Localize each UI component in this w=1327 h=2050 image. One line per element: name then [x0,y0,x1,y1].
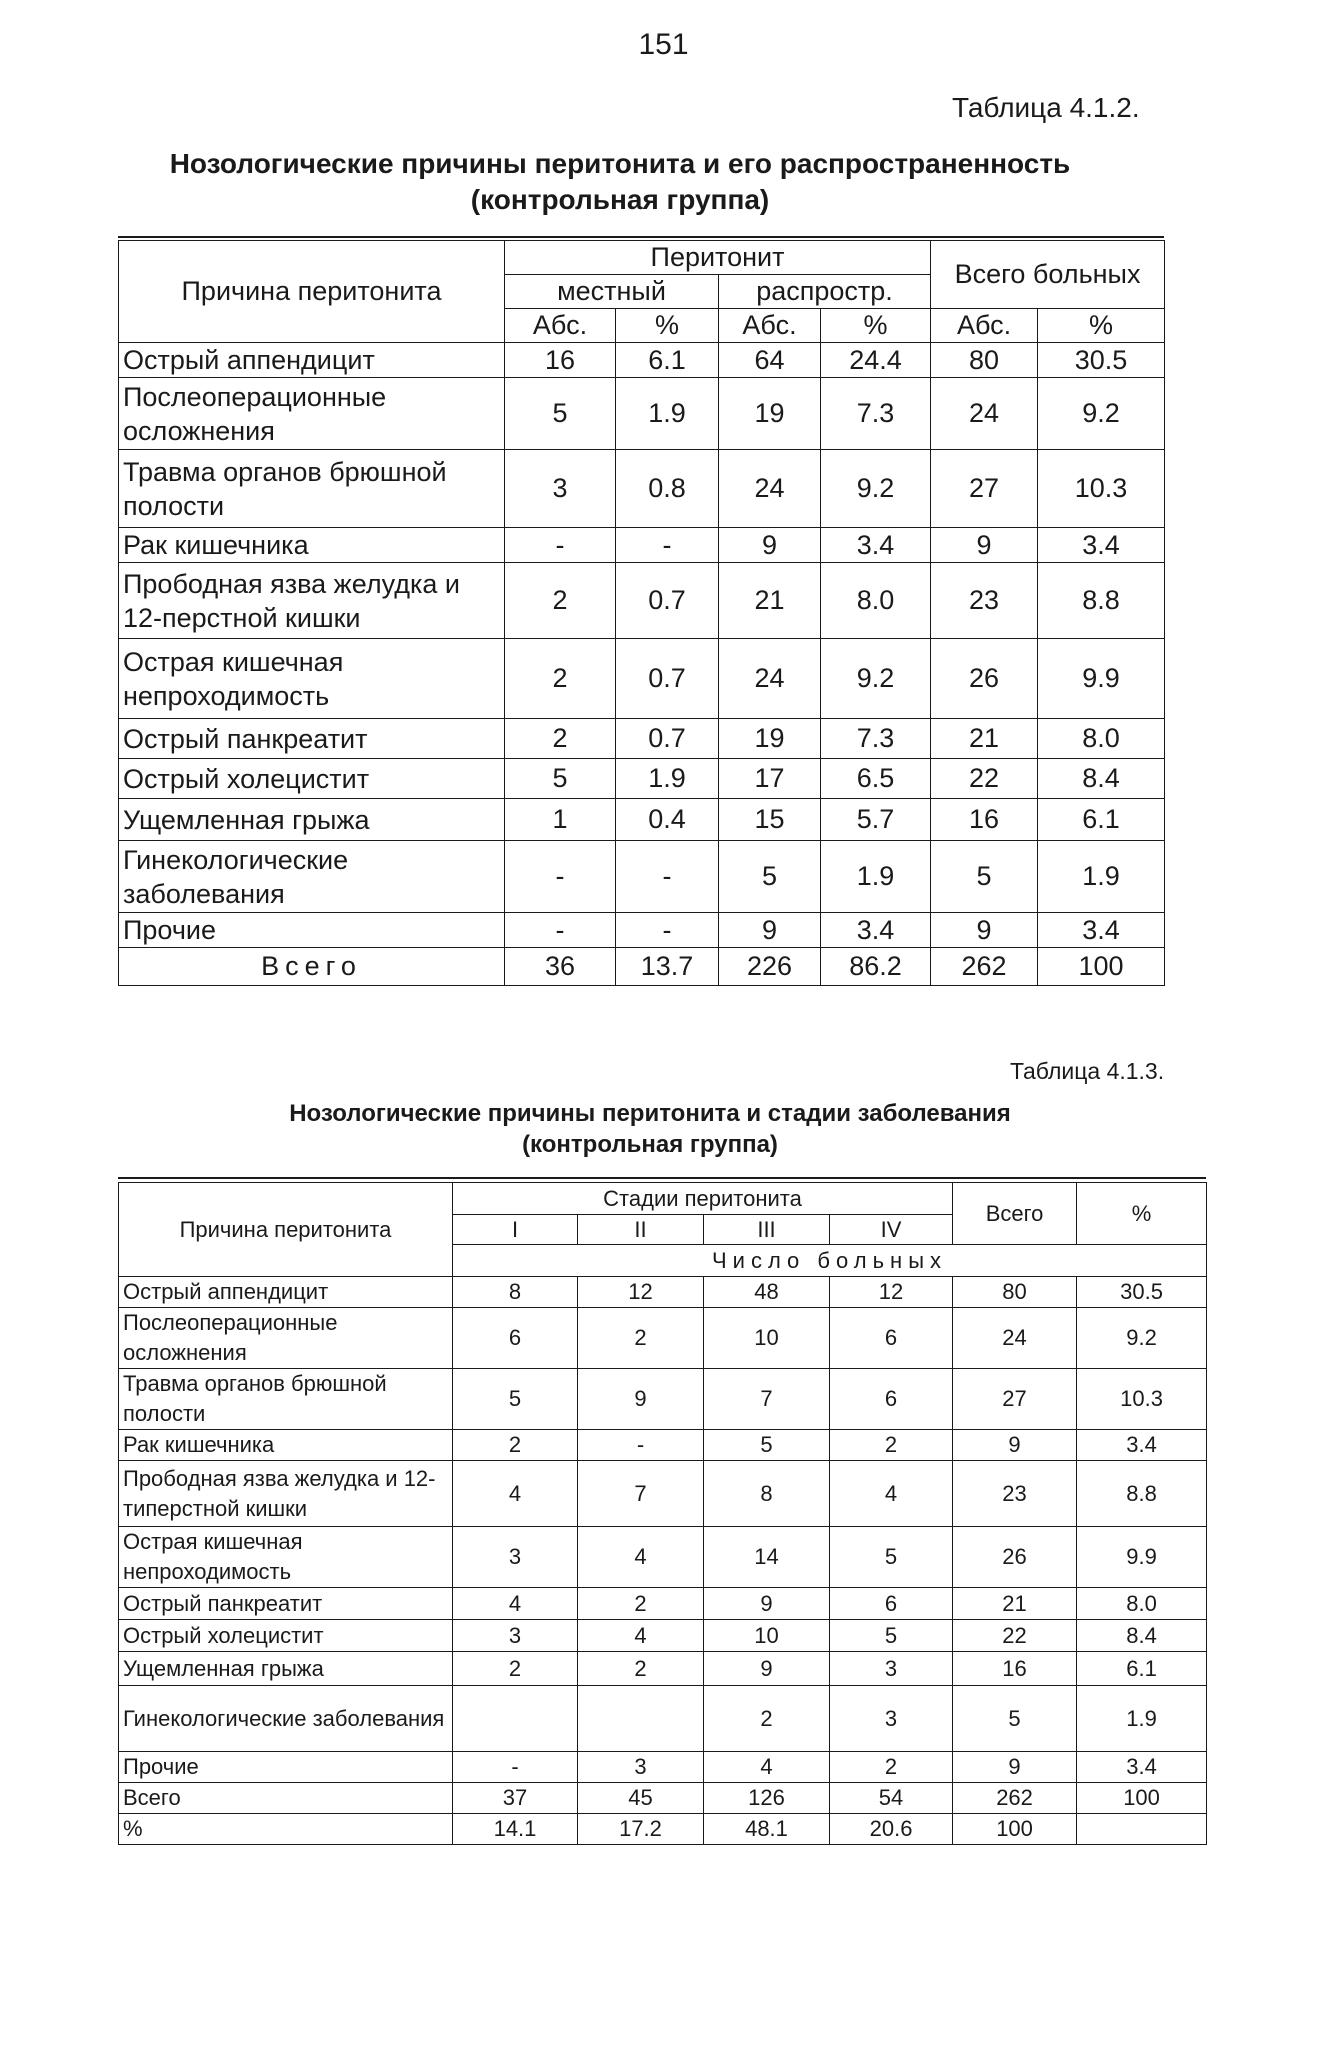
table-cell: 80 [931,343,1038,378]
header-abs: Абс. [505,309,616,343]
table-cell: 8.4 [1077,1620,1207,1652]
table-cell: 4 [704,1752,830,1783]
total-label: Всего [119,948,505,986]
header-stage-i: I [453,1215,578,1245]
table-cell: 24.4 [821,343,931,378]
table-row [119,343,1165,378]
table-row [119,799,1165,841]
table-cell: 3 [453,1527,578,1588]
table-row [119,1783,1207,1814]
table-cell: 1 [505,799,616,841]
table-cell: 16 [931,799,1038,841]
table-cell: 86.2 [821,948,931,986]
table-top-rule [118,1177,1206,1179]
table-row [119,528,1165,563]
table-cell: 10.3 [1077,1369,1207,1430]
cause-cell: % [119,1814,453,1845]
cause-cell: Острая кишечная непроходимость [119,1527,453,1588]
table-cell: 3.4 [821,528,931,563]
table-cell: 7.3 [821,378,931,450]
header-pct: % [821,309,931,343]
table-cell: 4 [453,1461,578,1527]
table-cell: 21 [953,1588,1077,1620]
table-cell: 6 [453,1308,578,1369]
table-cell: 8.0 [1077,1588,1207,1620]
table-cell: 1.9 [821,841,931,913]
table-cell: 5 [830,1620,953,1652]
table-cell: 10 [704,1308,830,1369]
table-cell: 2 [505,563,616,639]
table-cell: 100 [1077,1783,1207,1814]
table-cell: 13.7 [616,948,719,986]
table-cell: - [578,1430,704,1461]
table-cell: 9 [578,1369,704,1430]
table-cell: 2 [578,1652,704,1686]
table-cell: 0.4 [616,799,719,841]
table-cell: 17 [719,759,821,799]
table-cell: 1.9 [1038,841,1165,913]
table-cell: 22 [953,1620,1077,1652]
table-label: Таблица 4.1.2. [952,92,1140,123]
table-cell: - [453,1752,578,1783]
cause-cell: Гинекологические заболевания [119,841,505,913]
table-cell: 23 [931,563,1038,639]
table-row-total [119,948,1165,986]
table-cell: 9 [953,1430,1077,1461]
table-cell: 9 [704,1652,830,1686]
table-row [119,1686,1207,1752]
table-cell: 6 [830,1369,953,1430]
table-cell: 17.2 [578,1814,704,1845]
table-cell: 8.8 [1038,563,1165,639]
header-pct: % [1077,1183,1207,1245]
table-cell: 3.4 [1077,1752,1207,1783]
table-cell: - [616,528,719,563]
header-stage-iii: III [704,1215,830,1245]
table-cell: 14 [704,1527,830,1588]
table-cell: 3.4 [1077,1430,1207,1461]
table-title-line: Нозологические причины перитонита и его распространенность [169,148,1071,179]
table-cell: 9 [719,528,821,563]
table-cell: 21 [719,563,821,639]
table-row [119,450,1165,528]
table-row [119,378,1165,450]
table-row [119,719,1165,759]
table-cell: 3 [830,1652,953,1686]
header-total-patients: Всего больных [931,241,1165,309]
nosology-spread-table [118,240,1165,986]
table-cell: 12 [578,1277,704,1308]
table-cell: 2 [578,1588,704,1620]
table-cell: - [505,528,616,563]
table-cell: 3 [830,1686,953,1752]
header-abs: Абс. [931,309,1038,343]
table-row [119,1461,1207,1527]
table-cell: 8.4 [1038,759,1165,799]
header-spread: распростр. [719,275,931,309]
table-cell: 4 [578,1527,704,1588]
cause-cell: Прочие [119,1752,453,1783]
table-cell: 30.5 [1038,343,1165,378]
table-cell: 8.8 [1077,1461,1207,1527]
table-cell: 2 [578,1308,704,1369]
table-cell: 24 [953,1308,1077,1369]
table-cell: 14.1 [453,1814,578,1845]
cause-cell: Послеоперационные осложнения [119,378,505,450]
table-cell: 262 [953,1783,1077,1814]
table-cell: 36 [505,948,616,986]
table-cell: 9.2 [1038,378,1165,450]
cause-cell: Острый холецистит [119,1620,453,1652]
table-cell: 5 [931,841,1038,913]
table-row [119,1588,1207,1620]
table-cell: 100 [953,1814,1077,1845]
table-cell: 100 [1038,948,1165,986]
cause-cell: Травма органов брюшной полости [119,1369,453,1430]
table-cell: 22 [931,759,1038,799]
table-cell: 6 [830,1588,953,1620]
table-cell: 2 [453,1430,578,1461]
table-cell: 9 [931,528,1038,563]
table-cell: 5 [453,1369,578,1430]
table-cell: 24 [719,639,821,719]
table-cell: 45 [578,1783,704,1814]
table-cell: 19 [719,719,821,759]
table-cell: 3 [578,1752,704,1783]
table-cell: 0.7 [616,719,719,759]
table-row [119,1527,1207,1588]
table-cell: 3.4 [821,913,931,948]
table-cell: 226 [719,948,821,986]
table-cell [453,1686,578,1752]
cause-cell: Острая кишечная непроходимость [119,639,505,719]
table-cell: 3.4 [1038,528,1165,563]
table-cell: 2 [453,1652,578,1686]
table-cell: 48.1 [704,1814,830,1845]
table-cell: 24 [931,378,1038,450]
table-subtitle-line: (контрольная группа) [522,1131,778,1158]
table-cell: 12 [830,1277,953,1308]
header-stage-ii: II [578,1215,704,1245]
table-cell: 16 [505,343,616,378]
table-row [119,1814,1207,1845]
table-cell: 2 [830,1430,953,1461]
table-cell: 30.5 [1077,1277,1207,1308]
cause-cell: Прочие [119,913,505,948]
table-cell: 8 [704,1461,830,1527]
table-title-line: Нозологические причины перитонита и стадии заболевания [289,1100,1011,1127]
table-cell: 24 [719,450,821,528]
table-cell: 15 [719,799,821,841]
nosology-stages-table [118,1182,1207,1845]
table-cell: 64 [719,343,821,378]
cause-cell: Всего [119,1783,453,1814]
table-row [119,1430,1207,1461]
table-cell: 7 [704,1369,830,1430]
table-cell: 9 [719,913,821,948]
table-cell: 27 [953,1369,1077,1430]
table-cell: 9 [953,1752,1077,1783]
table-cell: 5 [719,841,821,913]
cause-cell: Острый панкреатит [119,719,505,759]
cause-cell: Ущемленная грыжа [119,1652,453,1686]
table-cell: 4 [453,1588,578,1620]
table-row [119,1652,1207,1686]
table-cell: 2 [505,639,616,719]
cause-cell: Рак кишечника [119,1430,453,1461]
table-label: Таблица 4.1.3. [1010,1058,1165,1084]
table-cell: 8.0 [1038,719,1165,759]
table-cell: 0.8 [616,450,719,528]
table-cell: 3 [453,1620,578,1652]
table-cell: 0.7 [616,563,719,639]
cause-cell: Прободная язва желудка и 12-перстной кишки [119,563,505,639]
table-row [119,639,1165,719]
table-cell: 6 [830,1308,953,1369]
table-cell: 5 [953,1686,1077,1752]
table-cell: 9.2 [821,639,931,719]
table-cell: 2 [704,1686,830,1752]
page-number: 151 [638,28,689,61]
table-row [119,913,1165,948]
table-cell: 21 [931,719,1038,759]
table-cell: - [505,841,616,913]
header-total: Всего [953,1183,1077,1245]
table-cell: 6.5 [821,759,931,799]
table-cell: 10.3 [1038,450,1165,528]
table-cell: 9.2 [821,450,931,528]
table-cell: 6.1 [1077,1652,1207,1686]
table-cell: 23 [953,1461,1077,1527]
table-cell [578,1686,704,1752]
table-cell: 26 [931,639,1038,719]
table-cell: 8.0 [821,563,931,639]
table-title [120,146,1120,218]
table-cell: 80 [953,1277,1077,1308]
cause-cell: Острый панкреатит [119,1588,453,1620]
table-cell: 5.7 [821,799,931,841]
header-cause: Причина перитонита [119,241,505,343]
table-top-rule [118,236,1164,238]
table-cell: 9.9 [1077,1527,1207,1588]
table-subtitle-line: (контрольная группа) [470,184,770,215]
table-cell: 16 [953,1652,1077,1686]
table-row [119,1369,1207,1430]
table-cell [1077,1814,1207,1845]
cause-cell: Послеоперационные осложнения [119,1308,453,1369]
header-abs: Абс. [719,309,821,343]
table-row [119,1308,1207,1369]
table-cell: 4 [578,1620,704,1652]
table-cell: - [505,913,616,948]
header-cause: Причина перитонита [119,1183,453,1277]
table-cell: 9 [931,913,1038,948]
table-cell: 5 [505,378,616,450]
table-cell: 2 [830,1752,953,1783]
table-cell: 37 [453,1783,578,1814]
table-cell: 3.4 [1038,913,1165,948]
table-cell: 7 [578,1461,704,1527]
header-pct: % [1038,309,1165,343]
table-row [119,1752,1207,1783]
table-cell: 48 [704,1277,830,1308]
table-cell: 7.3 [821,719,931,759]
table-title [150,1098,1150,1160]
table-row [119,759,1165,799]
table-cell: 26 [953,1527,1077,1588]
table-row [119,1620,1207,1652]
header-stage-iv: IV [830,1215,953,1245]
table-cell: 3 [505,450,616,528]
cause-cell: Травма органов брюшной полости [119,450,505,528]
cause-cell: Острый аппендицит [119,1277,453,1308]
table-cell: 9 [704,1588,830,1620]
table-cell: 19 [719,378,821,450]
table-cell: 5 [505,759,616,799]
table-cell: 0.7 [616,639,719,719]
table-cell: 1.9 [616,759,719,799]
table-cell: 6.1 [616,343,719,378]
table-row [119,841,1165,913]
cause-cell: Острый холецистит [119,759,505,799]
table-cell: 1.9 [616,378,719,450]
table-cell: 4 [830,1461,953,1527]
table-row [119,563,1165,639]
table-cell: 9.9 [1038,639,1165,719]
table-cell: 5 [704,1430,830,1461]
table-cell: 54 [830,1783,953,1814]
cause-cell: Прободная язва желудка и 12-типерстной кишки [119,1461,453,1527]
table-cell: 2 [505,719,616,759]
table-cell: 1.9 [1077,1686,1207,1752]
header-peritonitis: Перитонит [505,241,931,275]
header-pct: % [616,309,719,343]
table-cell: - [616,913,719,948]
table-cell: 9.2 [1077,1308,1207,1369]
table-cell: 262 [931,948,1038,986]
table-cell: 126 [704,1783,830,1814]
table-row [119,1277,1207,1308]
table-cell: - [616,841,719,913]
header-local: местный [505,275,719,309]
table-cell: 5 [830,1527,953,1588]
cause-cell: Ущемленная грыжа [119,799,505,841]
header-patient-count: Число больных [453,1245,1207,1277]
table-cell: 8 [453,1277,578,1308]
table-cell: 10 [704,1620,830,1652]
table-cell: 6.1 [1038,799,1165,841]
table-cell: 27 [931,450,1038,528]
table-cell: 20.6 [830,1814,953,1845]
cause-cell: Острый аппендицит [119,343,505,378]
header-stages: Стадии перитонита [453,1183,953,1215]
cause-cell: Рак кишечника [119,528,505,563]
cause-cell: Гинекологические заболевания [119,1686,453,1752]
